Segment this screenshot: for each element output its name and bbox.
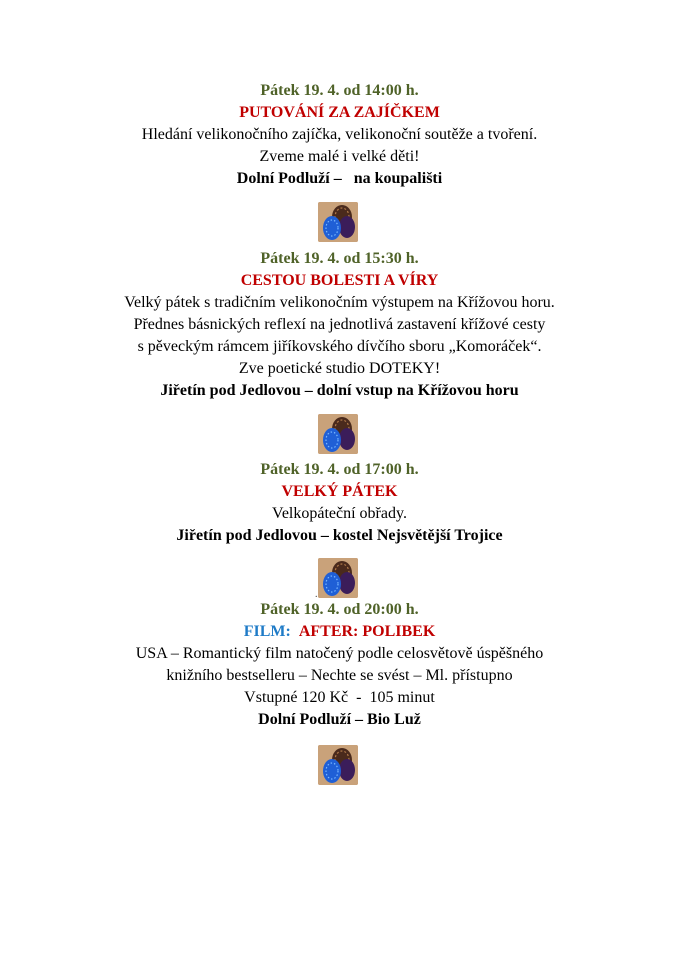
event-date: Pátek 19. 4. od 17:00 h. — [260, 461, 419, 478]
event-4 — [0, 599, 679, 731]
event-place: Jiřetín pod Jedlovou – kostel Nejsvětější Trojice — [176, 527, 503, 544]
event-description-line: knižního bestselleru – Nechte se svést – Ml. přístupno — [166, 667, 513, 684]
easter-eggs-icon — [318, 202, 358, 242]
event-1 — [0, 80, 679, 190]
event-2 — [0, 248, 679, 402]
event-title: VELKÝ PÁTEK — [281, 483, 398, 500]
easter-eggs-icon — [318, 558, 358, 598]
event-date: Pátek 19. 4. od 20:00 h. — [260, 601, 419, 618]
event-place: Dolní Podluží – na koupališti — [236, 170, 443, 187]
event-description-line: Přednes básnických reflexí na jednotlivá zastavení křížové cesty — [133, 316, 546, 333]
event-description-line: USA – Romantický film natočený podle celosvětově úspěšného — [135, 645, 544, 662]
event-description-line: Zve poetické studio DOTEKY! — [238, 360, 441, 377]
event-description-line: Velký pátek s tradičním velikonočním výstupem na Křížovou horu. — [124, 294, 555, 311]
event-title: CESTOU BOLESTI A VÍRY — [240, 272, 439, 289]
easter-eggs-icon — [318, 745, 358, 785]
easter-eggs-icon — [318, 414, 358, 454]
event-title: PUTOVÁNÍ ZA ZAJÍČKEM — [239, 104, 440, 121]
event-date: Pátek 19. 4. od 14:00 h. — [260, 82, 419, 99]
stray-dot: . — [315, 589, 318, 600]
film-title: AFTER: POLIBEK — [298, 623, 436, 640]
event-description-line: s pěveckým rámcem jiříkovského dívčího sboru „Komoráček“. — [137, 338, 542, 355]
event-title — [0, 621, 679, 643]
film-prefix: FILM: — [243, 623, 291, 640]
event-3 — [0, 459, 679, 547]
event-place: Jiřetín pod Jedlovou – dolní vstup na Křížovou horu — [160, 382, 519, 399]
event-place: Dolní Podluží – Bio Luž — [258, 711, 421, 728]
event-date: Pátek 19. 4. od 15:30 h. — [260, 250, 419, 267]
event-description-line: Hledání velikonočního zajíčka, velikonoční soutěže a tvoření. — [141, 126, 538, 143]
event-description-line: Velkopáteční obřady. — [272, 505, 407, 522]
event-description-line: Vstupné 120 Kč - 105 minut — [244, 689, 435, 706]
event-description-line: Zveme malé i velké děti! — [259, 148, 420, 165]
